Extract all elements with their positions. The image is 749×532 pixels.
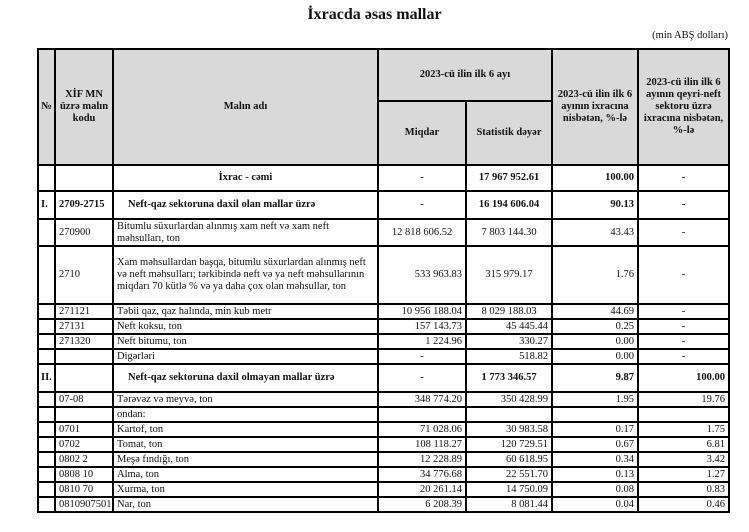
cell-code: [55, 364, 113, 392]
cell-name: Alma, ton: [113, 467, 378, 482]
table-row: [38, 334, 729, 349]
cell-share-total: 0.00: [552, 349, 638, 364]
cell-share-nonoil: -: [638, 219, 729, 246]
cell-share-total: 9.87: [552, 364, 638, 392]
cell-code: 2710: [55, 246, 113, 304]
units-note: (min ABŞ dolları): [652, 30, 728, 41]
cell-code: 0702: [55, 437, 113, 452]
header-period: 2023-cü ilin ilk 6 ayı: [378, 49, 552, 101]
cell-value: 14 750.09: [466, 482, 552, 497]
cell-quantity: 108 118.27: [378, 437, 466, 452]
cell-name: Kartof, ton: [113, 422, 378, 437]
cell-value: 330.27: [466, 334, 552, 349]
table-row: [38, 437, 729, 452]
cell-value: [466, 407, 552, 422]
cell-code: 0810907501: [55, 497, 113, 512]
cell-no: [38, 392, 55, 407]
cell-quantity: 71 028.06: [378, 422, 466, 437]
cell-no: [38, 246, 55, 304]
cell-value: 17 967 952.61: [466, 165, 552, 191]
table-row-total: [38, 165, 729, 191]
cell-name: Neft koksu, ton: [113, 319, 378, 334]
cell-code: 271320: [55, 334, 113, 349]
cell-share-total: 90.13: [552, 191, 638, 219]
cell-share-nonoil: -: [638, 191, 729, 219]
cell-name: Neft bitumu, ton: [113, 334, 378, 349]
cell-share-nonoil: 1.27: [638, 467, 729, 482]
cell-value: 350 428.99: [466, 392, 552, 407]
table-row-ondan: [38, 407, 729, 422]
cell-name: Nar, ton: [113, 497, 378, 512]
cell-no: [38, 497, 55, 512]
cell-share-nonoil: 6.81: [638, 437, 729, 452]
cell-share-total: 0.08: [552, 482, 638, 497]
cell-no: [38, 407, 55, 422]
cell-share-total: 43.43: [552, 219, 638, 246]
table-row: [38, 497, 729, 512]
cell-value: 518.82: [466, 349, 552, 364]
cell-share-nonoil: 19.76: [638, 392, 729, 407]
cell-share-nonoil: -: [638, 349, 729, 364]
header-value: Statistik dəyər: [466, 101, 552, 165]
cell-quantity: 1 224.96: [378, 334, 466, 349]
cell-share-total: 0.17: [552, 422, 638, 437]
cell-share-total: 1.76: [552, 246, 638, 304]
cell-share-total: 0.04: [552, 497, 638, 512]
cell-share-total: 100.00: [552, 165, 638, 191]
table-row: [38, 319, 729, 334]
header-name: Malın adı: [113, 49, 378, 165]
cell-code: 271121: [55, 304, 113, 319]
cell-name: ondan:: [113, 407, 378, 422]
cell-share-total: 44.69: [552, 304, 638, 319]
cell-code: 0810 70: [55, 482, 113, 497]
cell-value: 1 773 346.57: [466, 364, 552, 392]
cell-share-nonoil: -: [638, 304, 729, 319]
cell-code: 0808 10: [55, 467, 113, 482]
cell-share-nonoil: -: [638, 319, 729, 334]
cell-no: I.: [38, 191, 55, 219]
cell-name: Neft-qaz sektoruna daxil olmayan mallar üzrə: [113, 364, 378, 392]
cell-no: [38, 165, 55, 191]
cell-quantity: -: [378, 165, 466, 191]
cell-share-nonoil: [638, 407, 729, 422]
cell-share-total: 0.34: [552, 452, 638, 467]
cell-quantity: -: [378, 191, 466, 219]
table-row: [38, 452, 729, 467]
cell-value: 120 729.51: [466, 437, 552, 452]
cell-code: [55, 349, 113, 364]
cell-quantity: 12 818 606.52: [378, 219, 466, 246]
cell-share-nonoil: 3.42: [638, 452, 729, 467]
cell-share-nonoil: 1.75: [638, 422, 729, 437]
cell-quantity: 10 956 188.04: [378, 304, 466, 319]
cell-no: [38, 452, 55, 467]
cell-value: 8 029 188.03: [466, 304, 552, 319]
cell-code: 0701: [55, 422, 113, 437]
header-code: XİF MN üzrə malın kodu: [55, 49, 113, 165]
cell-name: Xurma, ton: [113, 482, 378, 497]
cell-value: 22 551.70: [466, 467, 552, 482]
header-no: №: [38, 49, 55, 165]
cell-share-nonoil: 0.83: [638, 482, 729, 497]
cell-quantity: 157 143.73: [378, 319, 466, 334]
cell-quantity: [378, 407, 466, 422]
cell-name: Neft-qaz sektoruna daxil olan mallar üzrə: [113, 191, 378, 219]
cell-no: [38, 422, 55, 437]
cell-name: Digərləri: [113, 349, 378, 364]
exports-table: [37, 48, 730, 513]
cell-name: Tərəvəz və meyvə, ton: [113, 392, 378, 407]
header-share-total: 2023-cü ilin ilk 6 ayının ixracına nisbətən, %-lə: [552, 49, 638, 165]
cell-no: [38, 304, 55, 319]
cell-share-nonoil: -: [638, 246, 729, 304]
table-row: [38, 304, 729, 319]
cell-share-nonoil: 0.46: [638, 497, 729, 512]
cell-no: [38, 437, 55, 452]
table-row-section-2: [38, 364, 729, 392]
cell-code: [55, 407, 113, 422]
page-title: İxracda əsas mallar: [307, 6, 442, 23]
cell-share-nonoil: -: [638, 334, 729, 349]
cell-quantity: 20 261.14: [378, 482, 466, 497]
cell-name: Bitumlu süxurlardan alınmış xam neft və xam neft məhsulları, ton: [113, 219, 378, 246]
table-row: [38, 392, 729, 407]
cell-value: 60 618.95: [466, 452, 552, 467]
cell-no: [38, 467, 55, 482]
cell-share-total: 0.67: [552, 437, 638, 452]
cell-no: [38, 219, 55, 246]
cell-share-total: 0.25: [552, 319, 638, 334]
cell-quantity: 533 963.83: [378, 246, 466, 304]
cell-name: İxrac - cəmi: [113, 165, 378, 191]
cell-name: Təbii qaz, qaz halında, min kub metr: [113, 304, 378, 319]
cell-name: Xam məhsullardan başqa, bitumlu süxurlardan alınmış neft və neft məhsulları; tərkibində neft və ya neft məhsullarının miqdarı 70 kütlə % və ya daha çox olan məhsullar, ton: [113, 246, 378, 304]
cell-quantity: 34 776.68: [378, 467, 466, 482]
cell-value: 7 803 144.30: [466, 219, 552, 246]
cell-share-total: 0.00: [552, 334, 638, 349]
cell-value: 45 445.44: [466, 319, 552, 334]
cell-share-nonoil: 100.00: [638, 364, 729, 392]
cell-no: [38, 334, 55, 349]
table-row: [38, 422, 729, 437]
cell-quantity: 6 208.39: [378, 497, 466, 512]
cell-value: 16 194 606.04: [466, 191, 552, 219]
table-row: [38, 467, 729, 482]
cell-code: 27131: [55, 319, 113, 334]
cell-no: II.: [38, 364, 55, 392]
cell-value: 315 979.17: [466, 246, 552, 304]
cell-name: Meşə fındığı, ton: [113, 452, 378, 467]
header-share-nonoil: 2023-cü ilin ilk 6 ayının qeyri-neft sektoru üzrə ixracına nisbətən, %-lə: [638, 49, 729, 165]
cell-no: [38, 349, 55, 364]
cell-share-total: 0.13: [552, 467, 638, 482]
cell-name: Tomat, ton: [113, 437, 378, 452]
table-row: [38, 482, 729, 497]
cell-code: 2709-2715: [55, 191, 113, 219]
cell-code: 0802 2: [55, 452, 113, 467]
cell-quantity: -: [378, 364, 466, 392]
table-row-section-1: [38, 191, 729, 219]
table-row: [38, 219, 729, 246]
cell-no: [38, 482, 55, 497]
cell-quantity: -: [378, 349, 466, 364]
cell-value: 8 081.44: [466, 497, 552, 512]
table-row: [38, 246, 729, 304]
cell-quantity: 348 774.20: [378, 392, 466, 407]
cell-value: 30 983.58: [466, 422, 552, 437]
cell-quantity: 12 228.89: [378, 452, 466, 467]
header-quantity: Miqdar: [378, 101, 466, 165]
cell-code: [55, 165, 113, 191]
cell-share-total: [552, 407, 638, 422]
cell-share-total: 1.95: [552, 392, 638, 407]
cell-code: 07-08: [55, 392, 113, 407]
table-row: [38, 349, 729, 364]
cell-code: 270900: [55, 219, 113, 246]
cell-no: [38, 319, 55, 334]
cell-share-nonoil: -: [638, 165, 729, 191]
